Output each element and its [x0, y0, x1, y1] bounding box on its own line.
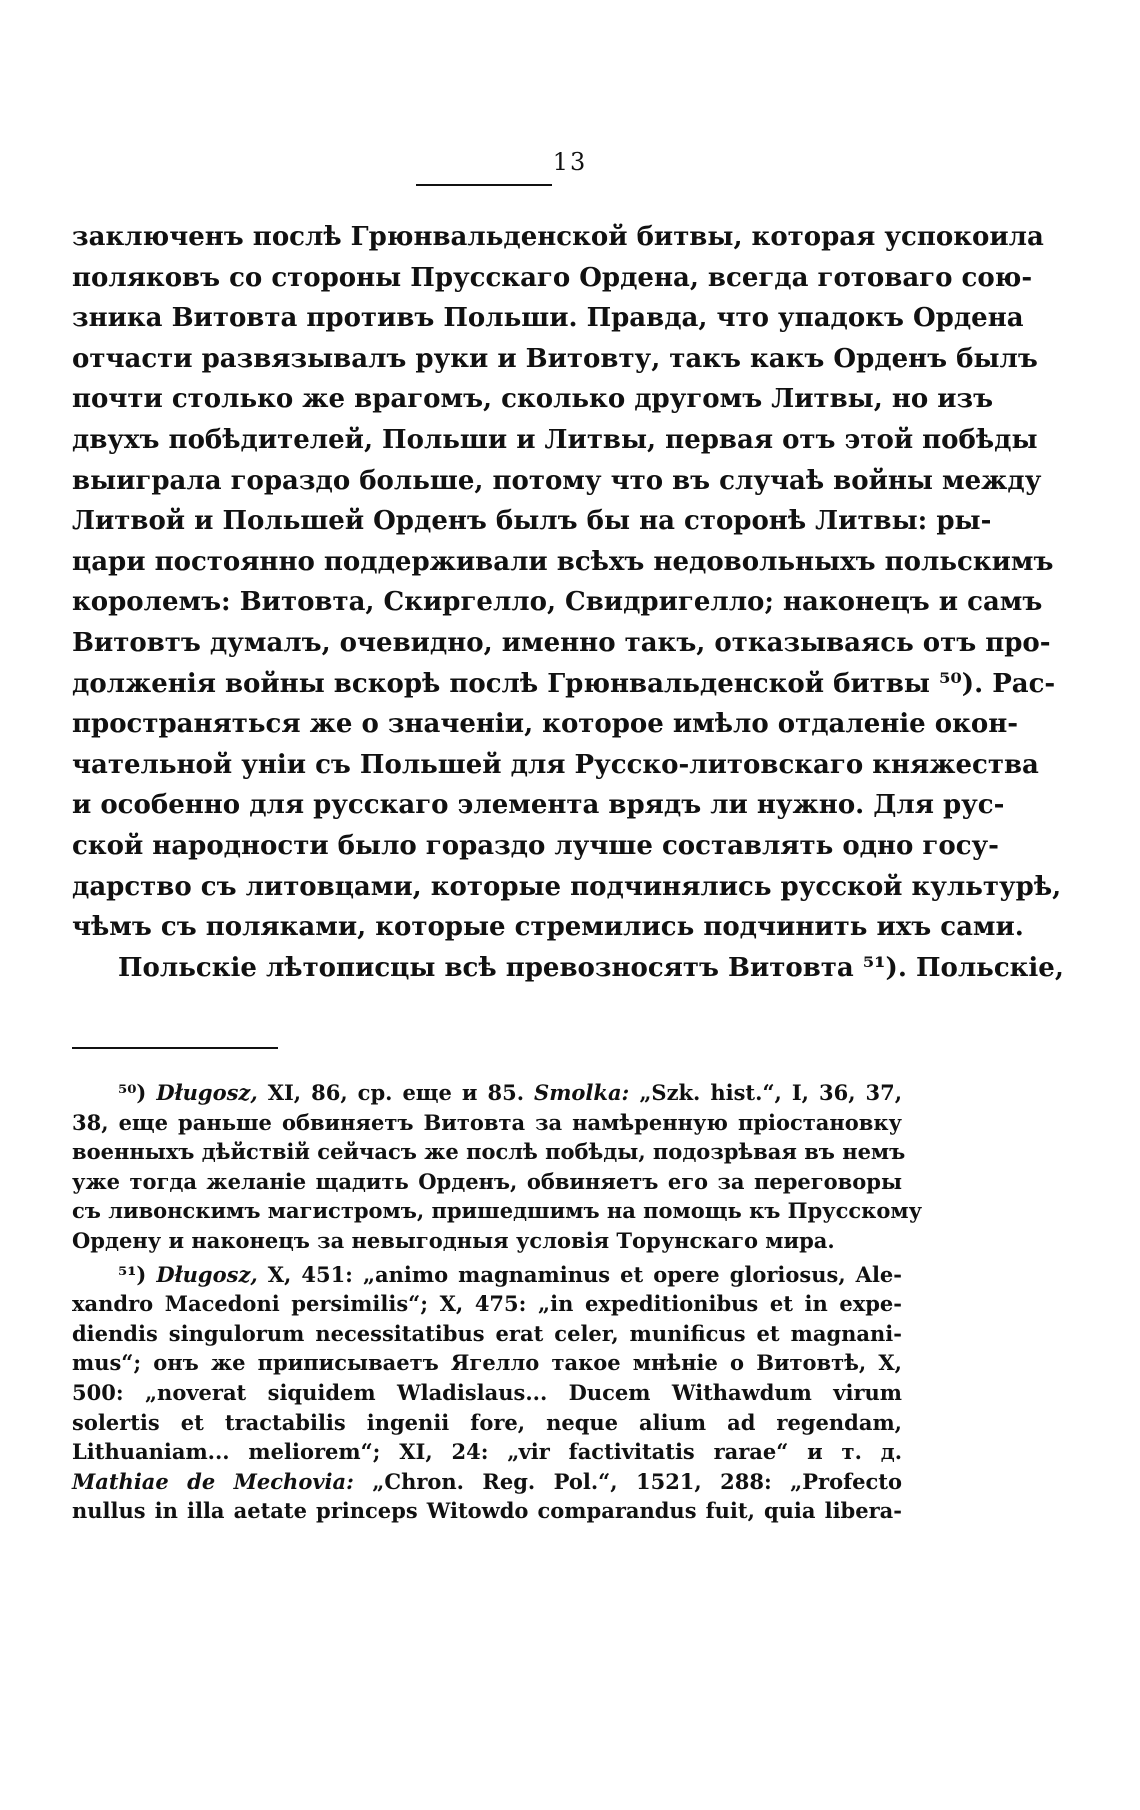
footnote-line [72, 1467, 902, 1497]
footnotes [72, 1078, 923, 1526]
footnote-author: Smolka: [534, 1080, 630, 1105]
text-line: и особенно для русскаго элемента врядъ ли нужно. Для рус- [72, 790, 1005, 821]
text-line: ской народности было гораздо лучше составлять одно госу- [72, 830, 999, 861]
text-line: заключенъ послѣ Грюнвальденской битвы, которая успокоила [72, 222, 1044, 252]
text-line: зника Витовта противъ Польши. Правда, что упадокъ Ордена [72, 303, 1024, 334]
text-line: Литвой и Польшей Орденъ былъ бы на сторонѣ Литвы: ры- [72, 506, 992, 537]
text-line: выиграла гораздо больше, потому что въ случаѣ войны между [72, 465, 1042, 496]
text-line: долженія войны вскорѣ послѣ Грюнвальденской битвы ⁵⁰). Рас- [72, 668, 1056, 699]
text-line: королемъ: Витовта, Скиргелло, Свидригелло; наконецъ и самъ [72, 587, 1043, 618]
page-number: 13 [552, 148, 588, 176]
text-line: отчасти развязывалъ руки и Витовту, такъ какъ Орденъ былъ [72, 343, 1038, 374]
footnote-line: nullus in illa aetate princeps Witowdo comparandus fuit, quia libera- [72, 1498, 902, 1524]
footnote-marker: ⁵⁰) [118, 1080, 147, 1105]
text-line: почти столько же врагомъ, сколько другомъ Литвы, но изъ [72, 384, 994, 415]
footnote-line: уже тогда желаніе щадить Орденъ, обвиняетъ его за переговоры [72, 1168, 902, 1194]
footnote-line: solertis et tractabilis ingenii fore, neque alium ad regendam, [72, 1409, 902, 1435]
footnote-50 [72, 1078, 902, 1108]
footnote-line: Lithuaniam... meliorem“; XI, 24: „vir factivitatis rarae“ и т. д. [72, 1439, 902, 1465]
footnote-text: „Chron. Reg. Pol.“, 1521, 288: „Profecto [372, 1468, 902, 1494]
text-line: чательной уніи съ Польшей для Русско-литовскаго княжества [72, 749, 1039, 780]
footnote-line: xandro Macedoni persimilis“; X, 475: „in expeditionibus et in expe- [72, 1291, 902, 1317]
footnote-text: X, 451: „animo magnaminus et opere gloriosus, Ale- [267, 1261, 903, 1287]
text-line: цари постоянно поддерживали всѣхъ недовольныхъ польскимъ [72, 546, 1054, 577]
header-rule [416, 184, 552, 186]
footnote-author: Mathiae de Mechovia: [72, 1468, 354, 1494]
footnote-text: XI, 86, ср. еще и 85. [267, 1080, 525, 1105]
footnote-author: Długosz, [156, 1080, 258, 1105]
footnote-author: Długosz, [156, 1261, 258, 1287]
footnote-line: военныхъ дѣйствій сейчасъ же послѣ побѣды, подозрѣвая въ немъ [72, 1139, 906, 1165]
footnote-51 [72, 1260, 902, 1290]
text-line: дарство съ литовцами, которые подчинялись русской культурѣ, [72, 871, 1062, 902]
footnote-line: diendis singulorum necessitatibus erat celer, munificus et magnani- [72, 1320, 902, 1346]
main-text [72, 217, 1064, 988]
text-line: двухъ побѣдителей, Польши и Литвы, первая отъ этой побѣды [72, 424, 1038, 455]
footnote-line: Ордену и наконецъ за невыгодныя условія Торунскаго мира. [72, 1227, 835, 1253]
text-line: Польскіе лѣтописцы всѣ превозносятъ Витовта ⁵¹). Польскіе, [118, 952, 1064, 983]
footnote-line: 38, еще раньше обвиняетъ Витовта за намѣренную пріостановку [72, 1109, 902, 1135]
text-line: чѣмъ съ поляками, которые стремились подчинить ихъ сами. [72, 912, 1024, 943]
footnote-line: mus“; онъ же приписываетъ Ягелло такое мнѣніе о Витовтѣ, X, [72, 1350, 902, 1376]
text-line: Витовтъ думалъ, очевидно, именно такъ, отказываясь отъ про- [72, 627, 1051, 658]
footnote-marker: ⁵¹) [118, 1261, 147, 1287]
footnote-line: 500: „noverat siquidem Wladislaus... Ducem Withawdum virum [72, 1379, 902, 1405]
footnote-text: „Szk. hist.“, I, 36, 37, [639, 1080, 903, 1105]
footnote-rule [72, 1047, 278, 1049]
footnote-line: съ ливонскимъ магистромъ, пришедшимъ на помощь къ Прусскому [72, 1198, 923, 1224]
text-line: пространяться же о значеніи, которое имѣло отдаленіе окон- [72, 709, 1019, 740]
text-line: поляковъ со стороны Прусскаго Ордена, всегда готоваго сою- [72, 262, 1033, 293]
